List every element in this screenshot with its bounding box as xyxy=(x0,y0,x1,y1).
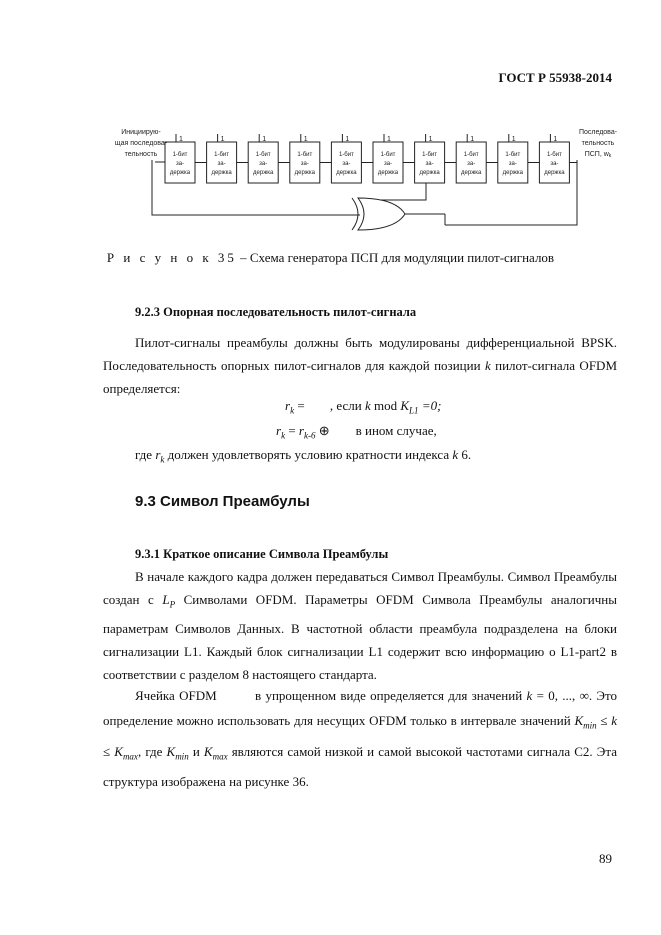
equation-note: где $r_k$ должен удовлетворять условию кратности индекса k 6. xyxy=(135,447,472,465)
tap-label: 1 xyxy=(428,136,433,143)
delay-cell-text: держка xyxy=(294,170,315,176)
delay-cell-text: держка xyxy=(169,170,191,176)
delay-cell-8 xyxy=(456,134,498,183)
equation-1: $r_k$ = , если k mod $K_{L1} =0$; xyxy=(285,398,442,416)
delay-cell-10 xyxy=(539,134,577,183)
tap-label: 1 xyxy=(220,136,225,143)
output-label-line-3: ПСП, wk xyxy=(584,151,612,159)
delay-cell-text: за- xyxy=(175,161,185,167)
delay-cell-text: за- xyxy=(508,161,517,167)
section-9-3-1-title: 9.3.1 Краткое описание Символа Преамбулы xyxy=(135,547,389,561)
xor-gate xyxy=(358,198,405,230)
delay-cell-text: за- xyxy=(425,161,434,167)
delay-cell-text: за- xyxy=(467,161,476,167)
tap-label: 1 xyxy=(511,136,516,143)
delay-cell-7 xyxy=(415,134,457,183)
delay-cell-text: 1-бит xyxy=(505,152,521,158)
figure-caption xyxy=(0,250,661,266)
delay-cell-text: 1-бит xyxy=(255,152,271,158)
output-label-line-1: Последова- xyxy=(578,129,618,136)
delay-cell-6 xyxy=(373,134,415,183)
input-label-line-1: Инициирую- xyxy=(121,129,161,136)
tap-label: 1 xyxy=(303,136,308,143)
prbs-generator-diagram xyxy=(0,0,661,240)
document-header: ГОСТ Р 55938-2014 xyxy=(498,70,612,85)
equation-2: $r_k = r_{k-6}$ ⊕ в ином случае, xyxy=(276,423,437,441)
section-9-3-1-paragraph-1: В начале каждого кадра должен передаваться Символ Преамбулы. Символ Преамбулы создан с $L_P$ Символами OFDM. Параметры OFDM Символа Преамбулы аналогичны параметрам Символов Данных. В частотной области преамбула подразделена на блоки сигнализации L1. Каждый блок сигнализации L1 содержит всю информацию о L1-part2 в соответствии с разделом 8 настоящего стандарта. xyxy=(103,569,617,682)
section-9-3-title: 9.3 Символ Преамбулы xyxy=(135,493,310,510)
input-label-line-2: щая последова- xyxy=(114,140,168,147)
section-9-3-1-paragraph-2: Ячейка OFDM в упрощенном виде определяется для значений k = 0, ..., ∞. Это определение можно использовать для несущих OFDM только в интервале значений $K_{min} \le k \le K_{max}$, где $K_{min}$ и $K_{max}$ являются самой низкой и самой высокой частотами сигнала C2. Эта структура изображена на рисунке 36. xyxy=(103,688,618,790)
page-number: 89 xyxy=(599,851,612,866)
delay-cell-text: 1-бит xyxy=(297,152,313,158)
delay-cell-1 xyxy=(165,134,207,183)
delay-cell-text: за- xyxy=(383,161,393,167)
tap-label: 1 xyxy=(345,136,350,143)
input-label-line-3: тельность xyxy=(124,151,158,158)
delay-cell-text: 1-бит xyxy=(546,152,562,158)
delay-cell-4 xyxy=(290,134,332,183)
delay-cell-text: держка xyxy=(544,170,565,176)
delay-cell-text: 1-бит xyxy=(380,152,396,158)
tap-label: 1 xyxy=(179,136,183,143)
caption-text: – Схема генератора ПСП для модуляции пилот-сигналов xyxy=(236,250,555,265)
delay-cell-text: 1-бит xyxy=(338,152,354,158)
tap-label: 1 xyxy=(470,136,475,143)
delay-cell-text: держка xyxy=(419,170,440,176)
delay-cell-text: держка xyxy=(211,170,232,176)
delay-cell-text: держка xyxy=(253,170,274,176)
delay-cell-9 xyxy=(498,134,540,183)
delay-cell-text: за- xyxy=(342,161,351,167)
delay-cell-text: держка xyxy=(377,170,399,176)
section-9-2-3-title: 9.2.3 Опорная последовательность пилот-сигнала xyxy=(135,305,417,319)
delay-cell-text: 1-бит xyxy=(214,152,230,158)
tap-label: 1 xyxy=(387,136,391,143)
delay-cell-5 xyxy=(331,134,373,183)
delay-cell-text: за- xyxy=(259,161,268,167)
tap-label: 1 xyxy=(553,136,558,143)
delay-cells xyxy=(165,134,577,183)
delay-cell-text: за- xyxy=(550,161,559,167)
delay-cell-3 xyxy=(248,134,290,183)
delay-cell-text: за- xyxy=(300,161,309,167)
delay-cell-2 xyxy=(207,134,249,183)
delay-cell-text: держка xyxy=(502,170,523,176)
caption-label: Р и с у н о к 35 xyxy=(106,250,237,265)
delay-cell-text: 1-бит xyxy=(422,152,438,158)
delay-cell-text: 1-бит xyxy=(172,152,188,158)
tap-label: 1 xyxy=(262,136,267,143)
delay-cell-text: держка xyxy=(336,170,357,176)
delay-cell-text: держка xyxy=(461,170,482,176)
section-9-2-3-paragraph: Пилот-сигналы преамбулы должны быть модулированы дифференциальной BPSK. Последовательность опорных пилот-сигналов для каждой позиции k пилот-сигнала OFDM определяется: xyxy=(103,335,618,396)
delay-cell-text: за- xyxy=(217,161,226,167)
output-label-line-2: тельность xyxy=(581,140,615,147)
delay-cell-text: 1-бит xyxy=(463,152,479,158)
